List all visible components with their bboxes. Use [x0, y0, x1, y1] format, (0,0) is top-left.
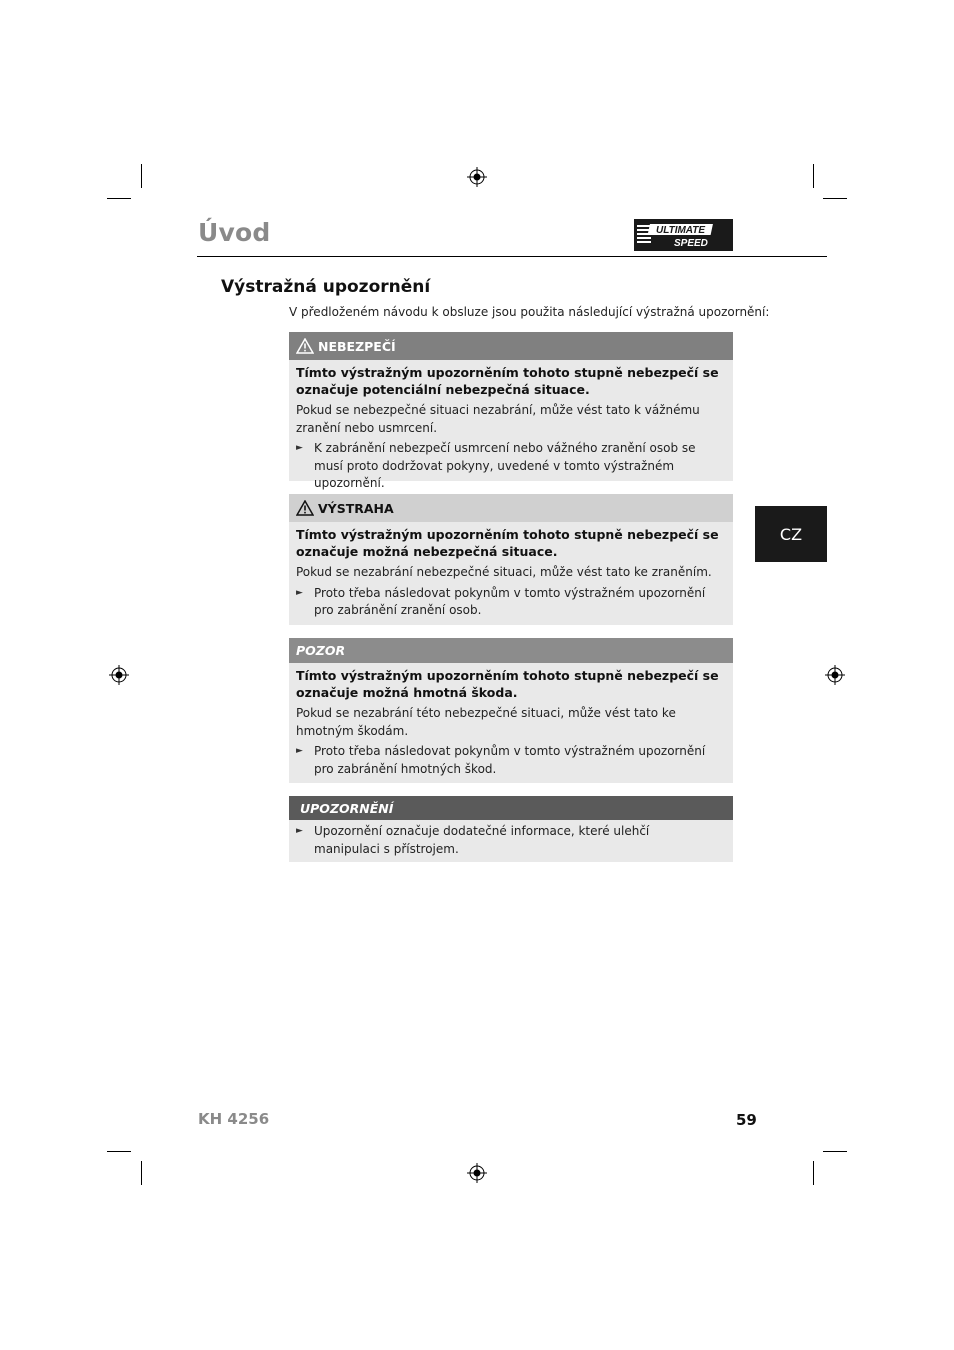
caution-bullet-text: Proto třeba následovat pokynům v tomto výstražném upozornění pro zabránění hmotných škod. [314, 744, 706, 776]
note-header [289, 796, 733, 820]
warning-triangle-icon [296, 500, 314, 516]
registration-mark-icon [825, 665, 845, 685]
page-number: 59 [736, 1111, 757, 1129]
header-rule [197, 256, 827, 257]
logo-text-top: ULTIMATE [656, 225, 706, 236]
warning-triangle-icon [296, 338, 314, 354]
crop-mark [107, 198, 131, 199]
danger-label: NEBEZPEČÍ [318, 338, 396, 354]
registration-mark-icon [109, 665, 129, 685]
section-heading: Výstražná upozornění [221, 277, 431, 297]
danger-lead: Tímto výstražným upozorněním tohoto stupně nebezpečí se označuje potenciální nebezpečná situace. [296, 365, 719, 397]
danger-box [289, 332, 733, 490]
intro-text: V předloženém návodu k obsluze jsou použita následující výstražná upozornění: [289, 305, 770, 319]
caution-label: POZOR [296, 643, 346, 658]
bullet-arrow-icon: ► [296, 587, 303, 598]
registration-mark-icon [467, 167, 487, 187]
danger-text: Pokud se nebezpečné situaci nezabrání, může vést tato k vážnému zranění nebo usmrcení. [296, 403, 700, 435]
warning-label: VÝSTRAHA [318, 500, 394, 516]
note-bullet-text: Upozornění označuje dodatečné informace, které ulehčí manipulaci s přístrojem. [314, 824, 650, 856]
danger-header [289, 332, 733, 360]
crop-mark [107, 1151, 131, 1152]
crop-mark [813, 164, 814, 188]
bullet-arrow-icon: ► [296, 826, 303, 836]
warning-text: Pokud se nezabrání nebezpečné situaci, může vést tato ke zraněním. [296, 565, 712, 579]
crop-mark [141, 164, 142, 188]
caution-bullet [296, 743, 726, 778]
warning-lead: Tímto výstražným upozorněním tohoto stupně nebezpečí se označuje možná nebezpečná situace. [296, 527, 719, 559]
logo-text-bottom: SPEED [674, 238, 708, 249]
danger-bullet [296, 440, 726, 493]
warning-header [289, 494, 733, 522]
crop-mark [141, 1161, 142, 1185]
caution-header [289, 638, 733, 663]
crop-mark [823, 1151, 847, 1152]
caution-box [289, 638, 733, 783]
registration-mark-icon [467, 1163, 487, 1183]
caution-text: Pokud se nezabrání této nebezpečné situaci, může vést tato ke hmotným škodám. [296, 706, 676, 738]
language-tab: CZ [755, 506, 827, 562]
crop-mark [813, 1161, 814, 1185]
footer-model: KH 4256 [198, 1110, 270, 1128]
crop-mark [823, 198, 847, 199]
note-bullet [296, 823, 726, 858]
warning-bullet-text: Proto třeba následovat pokynům v tomto výstražném upozornění pro zabránění zranění osob. [314, 585, 706, 617]
page-title: Úvod [198, 218, 271, 247]
brand-logo [634, 219, 733, 251]
danger-bullet-text: K zabránění nebezpečí usmrcení nebo vážného zranění osob se musí proto dodržovat pokyny, uvedené v tomto výstražném upozornění. [314, 441, 696, 490]
note-box [289, 796, 733, 862]
caution-lead: Tímto výstražným upozorněním tohoto stupně nebezpečí se označuje možná hmotná škoda. [296, 668, 719, 700]
brand-logo-icon [634, 219, 733, 251]
bullet-arrow-icon: ► [296, 443, 303, 453]
bullet-arrow-icon: ► [296, 746, 303, 756]
note-label: UPOZORNĚNÍ [300, 800, 394, 816]
warning-bullet [296, 585, 726, 620]
warning-box [289, 494, 733, 625]
